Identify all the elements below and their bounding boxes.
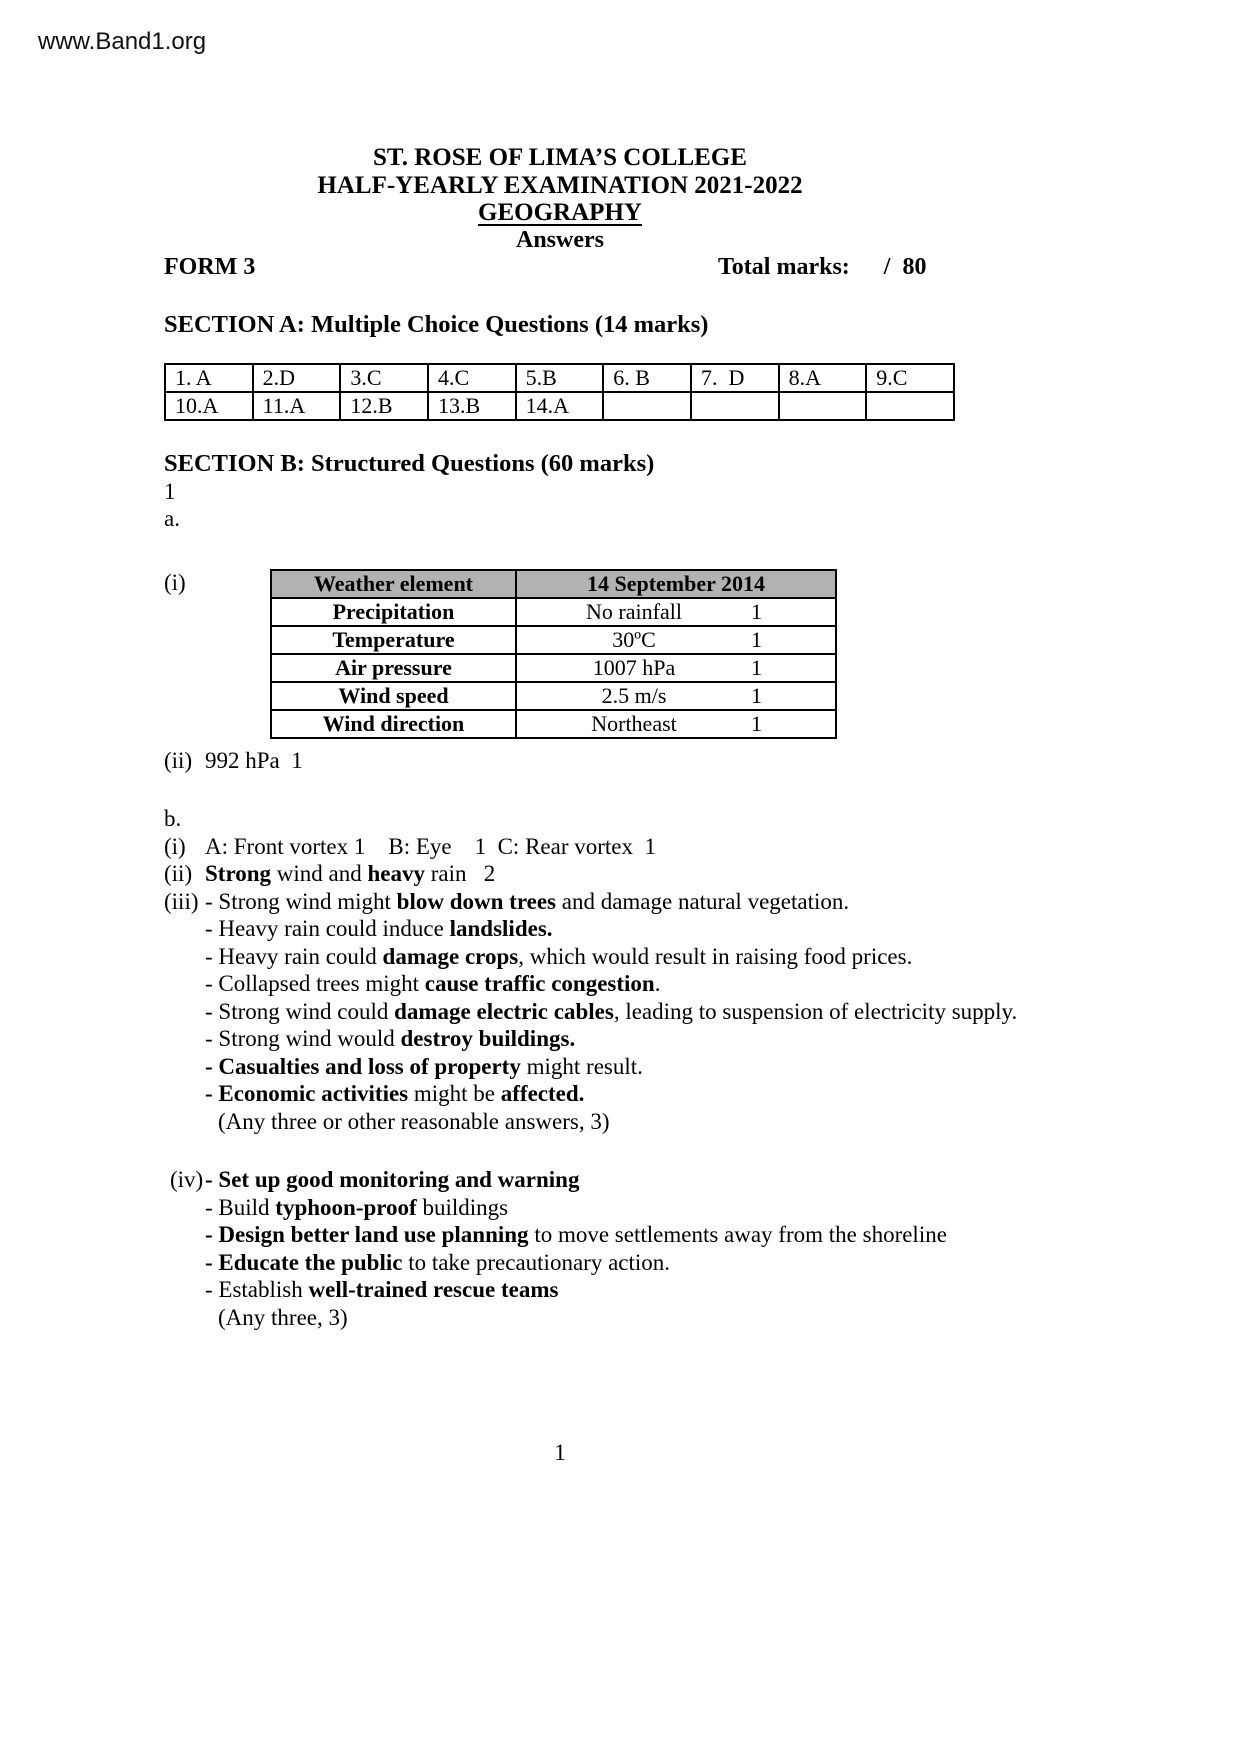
form-label: FORM 3 xyxy=(164,254,256,280)
part-a-ii-answer: 992 hPa 1 xyxy=(205,747,303,773)
part-a-label: a. xyxy=(164,506,180,531)
mc-answer-cell: 4.C xyxy=(428,364,516,392)
part-b-iv-label: (iv) xyxy=(170,1167,204,1192)
mark-value: 1 xyxy=(751,710,762,736)
answer-line: - Casualties and loss of property might result. xyxy=(205,1053,643,1079)
part-b-iv-answers xyxy=(205,1166,1076,1331)
weather-element-cell: Temperature xyxy=(271,626,516,654)
total-marks-label: Total marks: xyxy=(718,254,850,280)
mc-answer-cell: 9.C xyxy=(866,364,954,392)
weather-row-temperature xyxy=(271,626,836,654)
mc-answer-cell: 10.A xyxy=(165,392,253,420)
school-name: ST. ROSE OF LIMA’S COLLEGE xyxy=(373,144,747,171)
weather-element-cell: Precipitation xyxy=(271,598,516,626)
mc-answers-row-1 xyxy=(165,364,954,392)
answer-line: - Strong wind could damage electric cables, leading to suspension of electricity supply. xyxy=(205,998,1018,1024)
weather-value: 1007 hPa xyxy=(592,654,676,680)
mc-answer-cell: 14.A xyxy=(516,392,604,420)
weather-value: 2.5 m/s xyxy=(601,682,667,708)
mc-answer-cell: 11.A xyxy=(253,392,341,420)
document-content xyxy=(164,144,1076,1331)
mc-answer-cell: 8.A xyxy=(779,364,867,392)
answer-line: - Design better land use planning to move settlements away from the shoreline xyxy=(205,1222,947,1247)
weather-value-cell xyxy=(516,710,836,738)
part-a-ii xyxy=(164,747,1076,775)
section-b-heading: SECTION B: Structured Questions (60 marks) xyxy=(164,449,655,477)
mc-answer-cell: 12.B xyxy=(340,392,428,420)
weather-row-wind-speed xyxy=(271,682,836,710)
question-1-label: 1 xyxy=(164,478,176,504)
subject-title: GEOGRAPHY xyxy=(478,199,642,226)
answer-line: - Strong wind would destroy buildings. xyxy=(205,1026,576,1051)
answer-note: (Any three, 3) xyxy=(218,1304,348,1330)
weather-row-air-pressure xyxy=(271,654,836,682)
mc-answers-row-2 xyxy=(165,392,954,420)
answer-line: - Economic activities might be affected. xyxy=(205,1081,585,1106)
mc-answer-cell xyxy=(691,392,779,420)
answer-line: - Set up good monitoring and warning xyxy=(205,1167,580,1192)
mc-answer-cell: 3.C xyxy=(340,364,428,392)
weather-table-header-row xyxy=(271,570,836,598)
part-b-i xyxy=(164,833,1076,861)
part-b-iii xyxy=(164,888,1076,1136)
part-b-ii-answer: Strong wind and heavy rain 2 xyxy=(205,861,496,886)
mc-answer-cell: 7. D xyxy=(691,364,779,392)
site-watermark: www.Band1.org xyxy=(38,28,207,55)
answer-line: - Heavy rain could induce landslides. xyxy=(205,916,553,941)
weather-row-wind-direction xyxy=(271,710,836,738)
mc-answer-cell xyxy=(603,392,691,420)
mark-value: 1 xyxy=(751,598,762,624)
mc-answer-cell xyxy=(779,392,867,420)
form-marks-row xyxy=(164,254,1076,282)
mark-value: 1 xyxy=(751,626,762,652)
mark-value: 1 xyxy=(751,682,762,708)
weather-value: Northeast xyxy=(591,710,677,736)
answer-line: - Educate the public to take precautionary action. xyxy=(205,1249,671,1275)
weather-table xyxy=(270,569,837,739)
total-marks-value: / 80 xyxy=(883,254,927,280)
answer-line: - Establish well-trained rescue teams xyxy=(205,1277,559,1302)
part-b-i-label: (i) xyxy=(164,833,186,859)
part-b-ii xyxy=(164,860,1076,888)
exam-title: HALF-YEARLY EXAMINATION 2021-2022 xyxy=(317,171,803,199)
answer-note: (Any three or other reasonable answers, 3) xyxy=(218,1108,610,1134)
answer-line: - Strong wind might blow down trees and damage natural vegetation. xyxy=(205,888,850,914)
weather-value-cell xyxy=(516,682,836,710)
part-b-iv xyxy=(164,1166,1076,1331)
weather-value: 30ºC xyxy=(612,626,656,652)
part-a-ii-label: (ii) xyxy=(164,747,193,773)
mc-answer-cell: 6. B xyxy=(603,364,691,392)
answer-line: - Heavy rain could damage crops, which would result in raising food prices. xyxy=(205,943,913,969)
weather-value-cell xyxy=(516,626,836,654)
weather-element-header: Weather element xyxy=(271,570,516,598)
mc-answer-cell: 2.D xyxy=(253,364,341,392)
weather-element-cell: Air pressure xyxy=(271,654,516,682)
weather-value-cell xyxy=(516,654,836,682)
mc-answers-table xyxy=(164,363,955,421)
part-b-ii-label: (ii) xyxy=(164,861,193,886)
weather-value-cell xyxy=(516,598,836,626)
weather-value: No rainfall xyxy=(586,598,682,624)
section-a-heading: SECTION A: Multiple Choice Questions (14 marks) xyxy=(164,310,709,338)
part-a-i xyxy=(164,569,1076,739)
page-number: 1 xyxy=(554,1440,566,1465)
part-a-i-label: (i) xyxy=(164,569,186,595)
part-b-iii-label: (iii) xyxy=(164,888,199,914)
mark-value: 1 xyxy=(751,654,762,680)
part-b-i-answer: A: Front vortex 1 B: Eye 1 C: Rear vortex 1 xyxy=(205,833,656,859)
weather-element-cell: Wind direction xyxy=(271,710,516,738)
total-marks xyxy=(718,254,926,282)
answers-label: Answers xyxy=(516,226,604,253)
mc-answer-cell: 13.B xyxy=(428,392,516,420)
part-b-iii-answers xyxy=(205,888,1076,1136)
weather-row-precipitation xyxy=(271,598,836,626)
answer-line: - Collapsed trees might cause traffic congestion. xyxy=(205,971,661,996)
weather-date-header: 14 September 2014 xyxy=(516,570,836,598)
mc-answer-cell: 1. A xyxy=(165,364,253,392)
part-b-label: b. xyxy=(164,806,182,831)
title-block xyxy=(164,144,956,254)
answer-line: - Build typhoon-proof buildings xyxy=(205,1194,509,1220)
mc-answer-cell xyxy=(866,392,954,420)
weather-element-cell: Wind speed xyxy=(271,682,516,710)
mc-answer-cell: 5.B xyxy=(516,364,604,392)
